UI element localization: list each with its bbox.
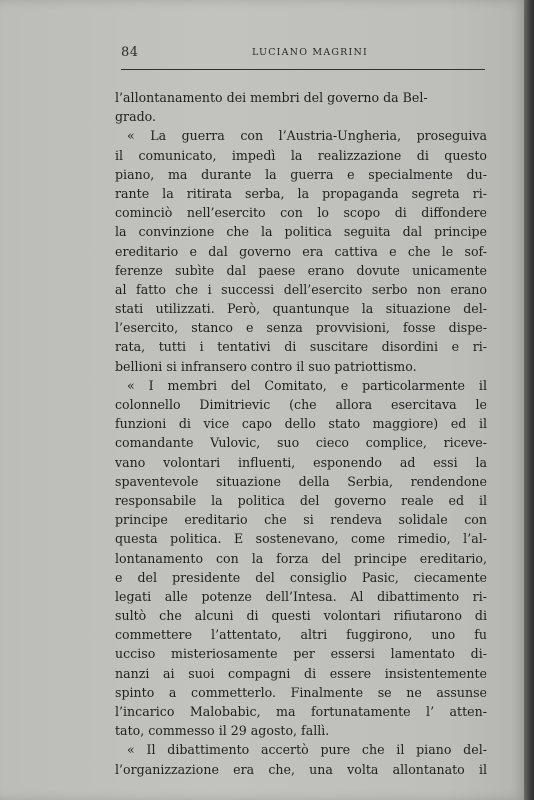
- text-line-30: ucciso misteriosamente per essersi lamentato di-: [115, 646, 487, 662]
- text-line-18: funzioni di vice capo dello stato maggiore) ed il: [115, 416, 487, 432]
- text-line-2: grado.: [115, 109, 157, 125]
- page-edge-shadow: [524, 0, 534, 800]
- text-line-27: legati alle potenze dell’Intesa. Al dibattimento ri-: [115, 588, 487, 604]
- text-line-6: rante la ritirata serba, la propaganda segreta ri-: [115, 185, 487, 201]
- text-line-26: e del presidente del consiglio Pasic, ciecamente: [115, 569, 487, 585]
- text-line-9: ereditario e dal governo era cattiva e che le sof-: [115, 243, 487, 259]
- text-line-1: l’allontanamento dei membri del governo da Bel-: [115, 90, 428, 105]
- text-line-36: l’organizzazione era che, una volta allontanato il: [115, 761, 487, 777]
- text-line-5: piano, ma durante la guerra e specialmente du-: [115, 166, 487, 182]
- text-line-25: lontanamento con la forza del principe ereditario,: [115, 550, 487, 566]
- text-line-32: spinto a commetterlo. Finalmente se ne assunse: [115, 684, 487, 700]
- text-line-33: l’incarico Malobabic, ma fortunatamente l’ atten-: [115, 704, 487, 719]
- text-line-29: commettere l’attentato, altri fuggirono, uno fu: [115, 627, 487, 643]
- text-line-3: « La guerra con l’Austria-Ungheria, proseguiva: [127, 128, 487, 144]
- page-header: [121, 45, 485, 63]
- text-line-4: il comunicato, impedì la realizzazione di questo: [115, 147, 487, 163]
- text-line-12: stati utilizzati. Però, quantunque la situazione del-: [115, 301, 487, 317]
- text-line-17: colonnello Dimitrievic (che allora esercitava le: [115, 397, 487, 412]
- text-line-19: comandante Vulovic, suo cieco complice, riceve-: [115, 435, 487, 451]
- text-line-20: vano volontari influenti, esponendo ad essi la: [115, 454, 487, 470]
- text-line-15: bellioni si infransero contro il suo patriottismo.: [115, 358, 417, 374]
- text-line-31: nanzi ai suoi compagni di essere insistentemente: [115, 665, 487, 681]
- header-rule: [121, 69, 485, 70]
- text-line-21: spaventevole situazione della Serbia, rendendone: [115, 473, 487, 489]
- page-number: 84: [121, 45, 139, 60]
- text-line-34: tato, commesso il 29 agosto, fallì.: [115, 723, 330, 739]
- text-line-8: la convinzione che la politica seguita dal principe: [115, 224, 487, 240]
- text-line-13: l’esercito, stanco e senza provvisioni, fosse dispe-: [115, 320, 487, 336]
- text-line-16: « I membri del Comitato, e particolarmente il: [127, 377, 487, 393]
- text-line-10: ferenze subìte dal paese erano dovute unicamente: [115, 262, 487, 278]
- text-line-22: responsabile la politica del governo reale ed il: [115, 492, 487, 508]
- text-line-28: sultò che alcuni di questi volontari rifiutarono di: [115, 608, 487, 624]
- text-line-7: cominciò nell’esercito con lo scopo di diffondere: [115, 205, 487, 221]
- text-line-23: principe ereditario che si rendeva solidale con: [115, 512, 487, 528]
- text-line-35: « Il dibattimento accertò pure che il piano del-: [127, 742, 487, 758]
- body-text: [115, 88, 487, 779]
- running-head: LUCIANO MAGRINI: [252, 47, 368, 58]
- text-line-14: rata, tutti i tentativi di suscitare disordini e ri-: [115, 339, 487, 355]
- text-line-11: al fatto che i successi dell’esercito serbo non erano: [115, 281, 487, 297]
- text-line-24: questa politica. E sostenevano, come rimedio, l’al-: [115, 531, 487, 547]
